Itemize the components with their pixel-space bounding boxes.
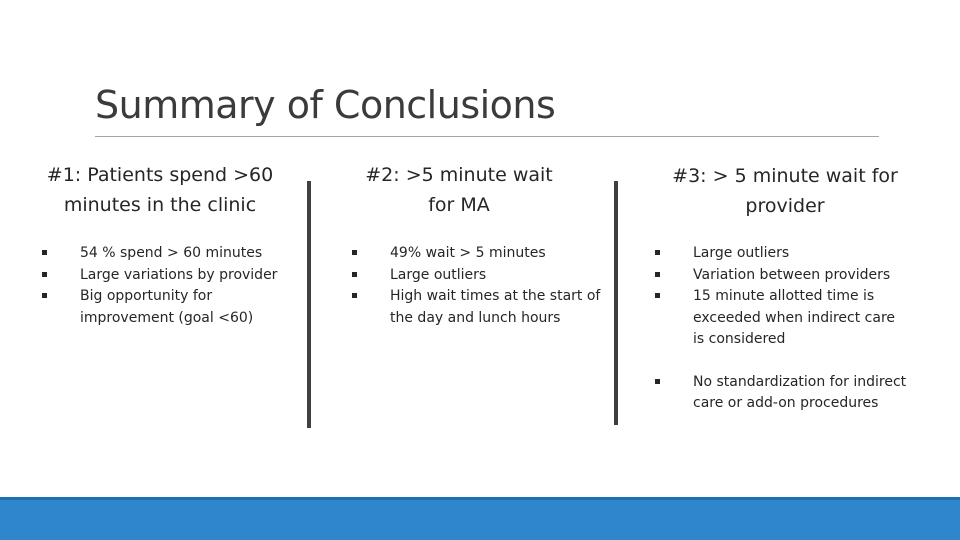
bullet-text: Big opportunity for — [80, 288, 213, 304]
column-2-heading-line-1: #2: >5 minute wait — [365, 164, 553, 186]
bullet-text: 49% wait > 5 minutes — [390, 245, 546, 261]
bullet-text: No standardization for indirect — [693, 373, 907, 390]
column-3-heading — [650, 161, 920, 221]
column-3-heading-line-2: provider — [745, 195, 825, 217]
footer-accent-band — [0, 497, 960, 540]
bullet-text: Variation between providers — [693, 266, 891, 283]
column-3-bullet-list — [655, 243, 945, 415]
list-item — [42, 243, 302, 265]
list-item — [655, 372, 945, 415]
bullet-text: High wait times at the start of — [390, 288, 601, 304]
square-bullet-icon — [655, 250, 660, 255]
bullet-text: Large variations by provider — [80, 266, 278, 283]
list-item — [655, 243, 945, 265]
square-bullet-icon — [42, 272, 47, 277]
column-divider-1 — [307, 181, 311, 428]
bullet-text: care or add-on procedures — [693, 395, 879, 411]
column-1-heading-line-1: #1: Patients spend >60 — [46, 164, 274, 186]
bullet-text: the day and lunch hours — [390, 309, 561, 326]
bullet-text: exceeded when indirect care — [693, 309, 896, 326]
list-item — [42, 286, 302, 329]
list-item — [352, 243, 614, 265]
square-bullet-icon — [352, 293, 357, 298]
bullet-text: 15 minute allotted time is — [693, 288, 875, 304]
column-2-heading — [330, 160, 588, 220]
list-item — [42, 265, 302, 287]
list-item — [655, 286, 945, 351]
bullet-text: 54 % spend > 60 minutes — [80, 245, 263, 261]
square-bullet-icon — [655, 293, 660, 298]
column-3-heading-line-1: #3: > 5 minute wait for — [672, 165, 898, 187]
column-2-heading-line-2: for MA — [428, 194, 490, 216]
bullet-text: is considered — [693, 331, 786, 347]
column-1-heading — [30, 160, 290, 220]
column-1-bullet-list — [42, 243, 302, 329]
list-item — [352, 286, 614, 329]
list-item — [655, 265, 945, 287]
square-bullet-icon — [42, 293, 47, 298]
square-bullet-icon — [42, 250, 47, 255]
column-divider-2 — [614, 181, 618, 425]
square-bullet-icon — [352, 272, 357, 277]
list-item — [352, 265, 614, 287]
bullet-text: Large outliers — [693, 245, 790, 261]
square-bullet-icon — [352, 250, 357, 255]
bullet-text: improvement (goal <60) — [80, 309, 254, 326]
bullet-text: Large outliers — [390, 266, 487, 283]
column-2-bullet-list — [352, 243, 614, 329]
title-underline — [95, 136, 879, 137]
square-bullet-icon — [655, 272, 660, 277]
column-1-heading-line-2: minutes in the clinic — [63, 194, 257, 216]
slide-title: Summary of Conclusions — [95, 83, 556, 127]
square-bullet-icon — [655, 379, 660, 384]
